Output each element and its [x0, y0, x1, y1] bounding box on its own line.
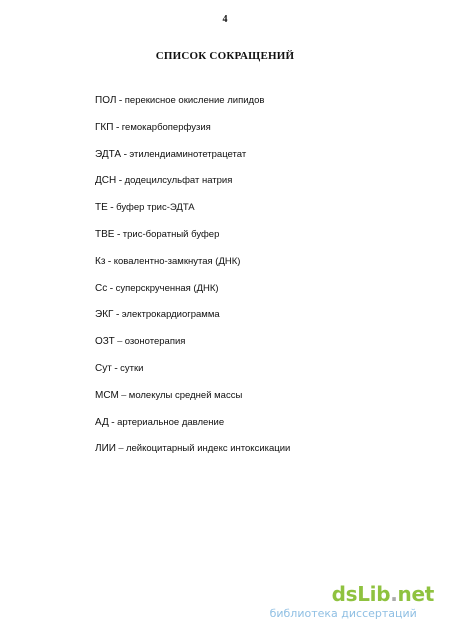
dslib-logo — [270, 583, 434, 605]
separator: - — [121, 148, 130, 160]
abbreviation-definition: ковалентно-замкнутая (ДНК) — [113, 255, 241, 267]
logo-tld-text: net — [397, 582, 434, 606]
list-item — [95, 356, 290, 383]
watermark-tagline: библиотека диссертаций — [269, 607, 417, 620]
abbreviation: ТЕ — [95, 202, 108, 214]
abbreviation: ЭДТА — [95, 148, 122, 160]
abbreviation: ДСН — [95, 175, 117, 187]
separator: – — [115, 443, 126, 455]
separator: - — [107, 282, 116, 294]
separator: - — [114, 228, 123, 240]
abbreviation: ЛИИ — [95, 443, 116, 455]
abbreviation: ТВЕ — [95, 228, 115, 240]
abbreviation-definition: артериальное давление — [117, 416, 225, 428]
separator: - — [116, 95, 125, 106]
list-item — [95, 302, 290, 329]
list-item — [95, 222, 290, 249]
abbreviation: ЭКГ — [95, 309, 114, 321]
separator: - — [113, 309, 122, 321]
logo-dot: . — [390, 582, 398, 606]
abbreviation-definition: электрокардиограмма — [121, 309, 220, 321]
separator: - — [107, 202, 117, 214]
list-item — [95, 115, 290, 142]
list-item — [95, 276, 290, 303]
separator: - — [113, 121, 122, 133]
list-item — [95, 329, 290, 356]
abbreviation-definition: додецилсульфат натрия — [124, 175, 233, 187]
logo-main-text: dsLib — [331, 582, 391, 606]
list-item — [95, 436, 290, 463]
separator: - — [105, 255, 114, 267]
list-item — [95, 249, 290, 276]
abbreviation-definition: молекулы средней массы — [128, 389, 243, 401]
abbreviation-definition: буфер трис-ЭДТА — [116, 202, 195, 214]
dslib-watermark — [270, 583, 434, 621]
abbreviation: ГКП — [95, 121, 114, 133]
separator: - — [108, 416, 118, 428]
list-item — [95, 142, 290, 169]
list-item — [95, 410, 290, 437]
abbreviation: Сут — [95, 362, 112, 374]
abbreviation-definition: этилендиаминотетрацетат — [129, 148, 247, 160]
abbreviation-definition: сутки — [120, 362, 144, 374]
abbreviation: ОЗТ — [95, 336, 115, 348]
abbreviation-definition: перекисное окисление липидов — [124, 95, 265, 106]
abbreviation-definition: трис-боратный буфер — [122, 228, 220, 240]
abbreviation-list — [95, 88, 290, 463]
list-item — [95, 383, 290, 410]
separator: – — [114, 336, 125, 348]
page-number: 4 — [222, 14, 228, 25]
abbreviation-definition: лейкоцитарный индекс интоксикации — [125, 443, 291, 455]
list-item — [95, 195, 290, 222]
list-item — [95, 88, 290, 115]
abbreviation: ПОЛ — [95, 95, 117, 106]
list-item — [95, 168, 290, 195]
abbreviation-definition: гемокарбоперфузия — [121, 121, 211, 133]
separator: - — [111, 362, 121, 374]
abbreviation-definition: озонотерапия — [124, 336, 186, 348]
abbreviation: АД — [95, 416, 109, 428]
page-title: СПИСОК СОКРАЩЕНИЙ — [155, 50, 295, 62]
separator: – — [118, 389, 129, 401]
abbreviation: Сс — [95, 282, 108, 294]
separator: - — [116, 175, 125, 187]
abbreviation: МСМ — [95, 389, 119, 401]
abbreviation-definition: суперскрученная (ДНК) — [115, 282, 219, 294]
abbreviation: Кз — [95, 255, 106, 267]
